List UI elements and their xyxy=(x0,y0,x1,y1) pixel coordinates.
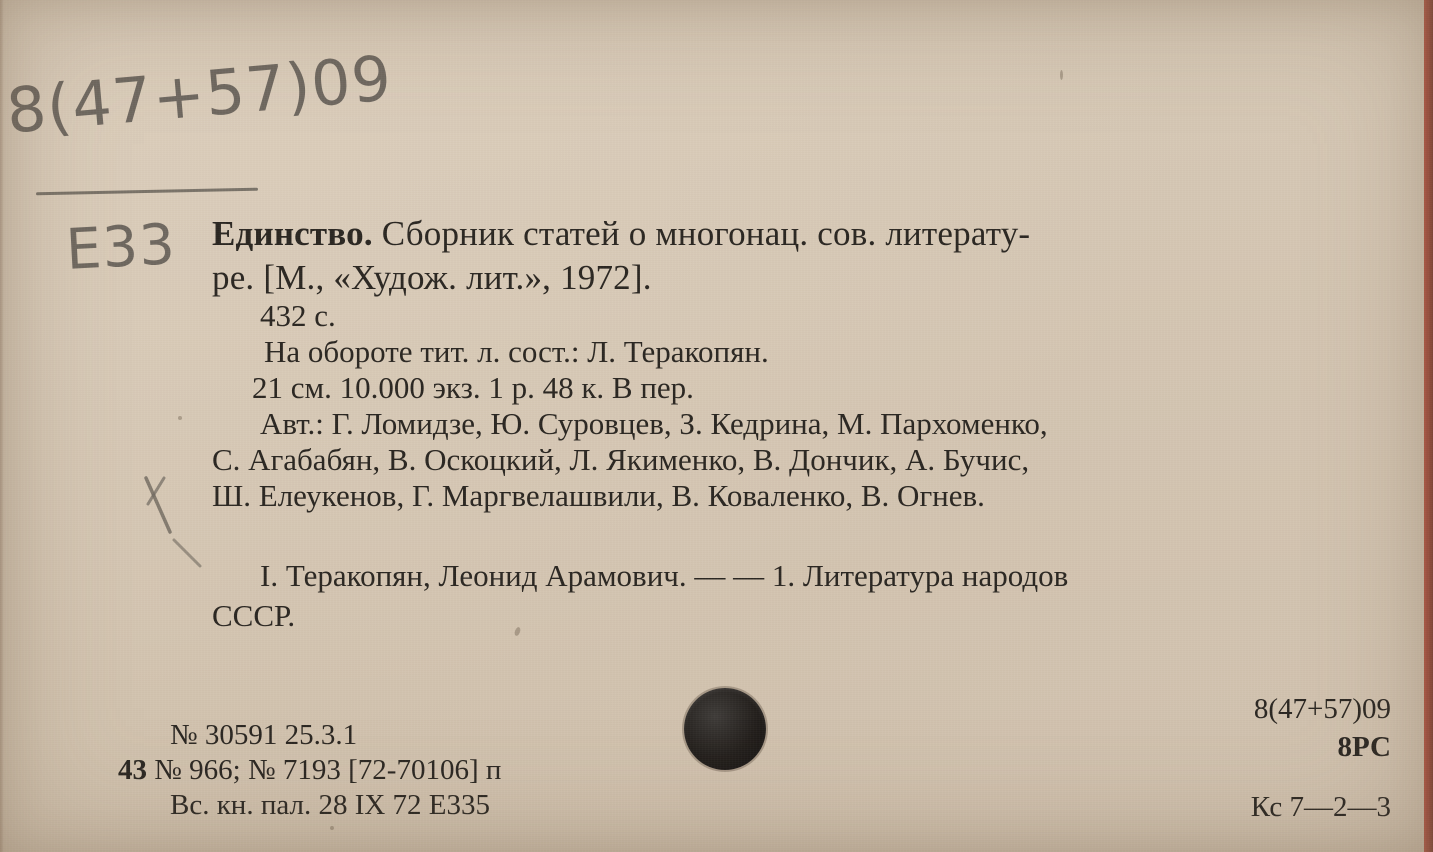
paper-speck xyxy=(178,416,182,420)
record-pages: 432 с. xyxy=(260,298,336,333)
title-rest: Сборник статей о многонац. сов. литерату- xyxy=(372,214,1031,253)
title-bold: Единство. xyxy=(212,214,373,253)
record-body xyxy=(212,298,1407,514)
record-authors-line-2: С. Агабабян, В. Оскоцкий, Л. Якименко, В. Дончик, А. Бучис, xyxy=(212,442,1030,477)
card-right-edge xyxy=(1424,0,1433,852)
record-authors-line-3: Ш. Елеукенов, Г. Маргвелашвили, В. Коваленко, В. Огнев. xyxy=(212,478,985,513)
title-imprint: ре. [М., «Худож. лит.», 1972]. xyxy=(212,258,652,297)
record-note-compiler: На обороте тит. л. сост.: Л. Теракопян. xyxy=(264,334,769,369)
handwritten-check-mark xyxy=(140,470,210,570)
card-left-edge xyxy=(0,0,4,852)
paper-speck xyxy=(1060,70,1063,80)
footer-right-classmark: 8(47+57)09 xyxy=(1253,693,1391,725)
tracing-line-2: СССР. xyxy=(212,598,296,633)
paper-speck xyxy=(330,826,334,830)
handwritten-underline xyxy=(36,188,258,196)
handwritten-author-mark: E33 xyxy=(64,212,178,283)
record-authors-line-1: Авт.: Г. Ломидзе, Ю. Суровцев, З. Кедрина, М. Пархоменко, xyxy=(260,406,1048,441)
record-physical-description: 21 см. 10.000 экз. 1 р. 48 к. В пер. xyxy=(252,370,694,405)
footer-left-line-3: Вс. кн. пал. 28 IX 72 Е335 xyxy=(170,789,491,821)
footer-right-series: Кс 7—2—3 xyxy=(1250,791,1391,823)
footer-left-block xyxy=(118,718,501,823)
handwritten-classmark: 8(47+57)09 xyxy=(3,41,395,148)
footer-left-bold-prefix: 43 xyxy=(118,754,147,786)
footer-left-line-2-rest: № 966; № 7193 [72-70106] п xyxy=(154,754,502,786)
footer-right-code: 8РС xyxy=(1337,731,1391,763)
punch-hole xyxy=(684,688,766,770)
record-tracings xyxy=(212,556,1402,636)
footer-left-line-1: № 30591 25.3.1 xyxy=(170,719,358,751)
footer-right-block xyxy=(1251,690,1391,826)
record-title xyxy=(212,212,1402,300)
tracing-line-1: I. Теракопян, Леонид Арамович. — — 1. Литература народов xyxy=(260,558,1069,593)
footer-left-line-2 xyxy=(118,753,501,788)
